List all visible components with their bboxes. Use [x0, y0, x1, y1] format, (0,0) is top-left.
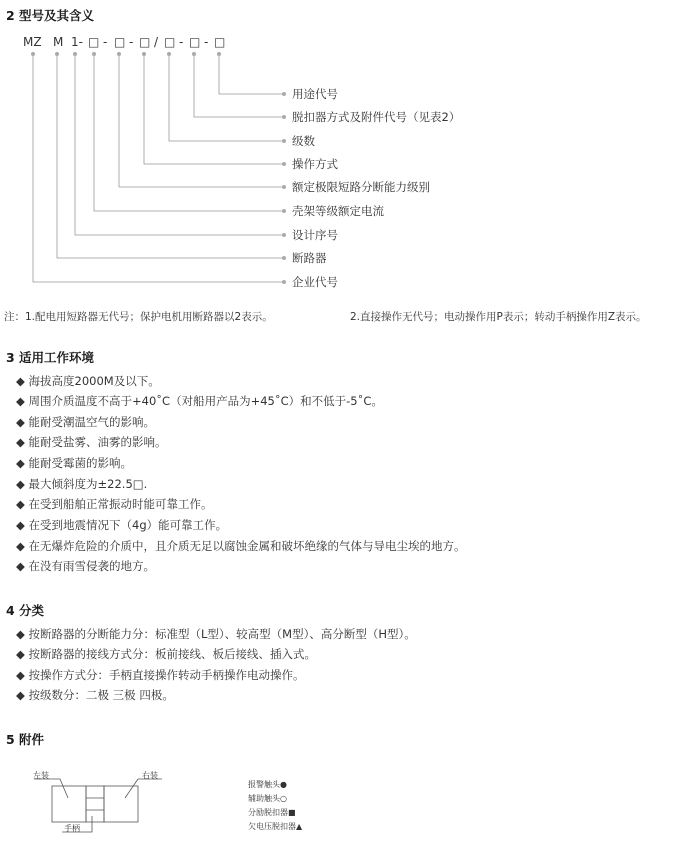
bullet-diamond-icon: ◆ — [16, 374, 25, 388]
bullet-diamond-icon: ◆ — [16, 477, 25, 491]
legend-auxiliary-contact: 辅助触头○ — [248, 794, 287, 803]
code-box-1: □ — [88, 35, 100, 49]
bullet-diamond-icon: ◆ — [16, 456, 25, 470]
section-3-heading: 3 适用工作环境 — [6, 350, 95, 365]
bullet-diamond-icon: ◆ — [16, 539, 25, 553]
label-operation-mode: 操作方式 — [292, 157, 338, 171]
label-poles: 级数 — [292, 134, 315, 148]
bullet-diamond-icon: ◆ — [16, 647, 25, 661]
label-breaking-capacity: 额定极限短路分断能力级别 — [292, 180, 430, 194]
bullet-diamond-icon: ◆ — [16, 518, 25, 532]
right-mount-label: 右装 — [142, 771, 158, 780]
legend-shunt-release: 分励脱扣器■ — [248, 808, 296, 817]
code-1: 1- — [71, 35, 83, 49]
left-mount-label: 左装 — [33, 771, 49, 780]
handle-label: 手柄 — [64, 824, 80, 833]
label-frame-current: 壳架等级额定电流 — [292, 204, 384, 218]
label-release-accessory-code: 脱扣器方式及附件代号（见表2） — [292, 110, 461, 124]
code-box-3: □ — [139, 35, 151, 49]
label-company-code: 企业代号 — [292, 275, 338, 289]
bullet-diamond-icon: ◆ — [16, 627, 25, 641]
label-usage-code: 用途代号 — [292, 87, 338, 101]
env-item: ◆ 能耐受潮温空气的影响。 — [16, 415, 156, 429]
env-item: ◆ 在没有雨雪侵袭的地方。 — [16, 559, 156, 573]
filled-triangle-icon: ▲ — [296, 822, 303, 831]
filled-square-icon: ■ — [288, 808, 296, 817]
class-item: ◆ 按操作方式分：手柄直接操作转动手柄操作电动操作。 — [16, 668, 305, 682]
code-slash: / — [154, 35, 159, 49]
class-item: ◆ 按断路器的分断能力分：标准型（L型）、较高型（M型）、高分断型（H型）。 — [16, 627, 416, 641]
section-2-heading: 2 型号及其含义 — [6, 8, 95, 23]
legend-alarm-contact: 报警触头● — [248, 780, 287, 789]
env-item: ◆ 在受到地震情况下（4g）能可靠工作。 — [16, 518, 228, 532]
bullet-diamond-icon: ◆ — [16, 559, 25, 573]
code-box-5: □ — [189, 35, 201, 49]
class-item: ◆ 按级数分：二极 三极 四极。 — [16, 688, 174, 702]
label-design-number: 设计序号 — [292, 228, 338, 242]
section-5-heading: 5 附件 — [6, 732, 45, 747]
env-item: ◆ 最大倾斜度为±22.5□. — [16, 477, 148, 491]
bullet-diamond-icon: ◆ — [16, 394, 25, 408]
model-code-connector-lines — [0, 0, 700, 300]
filled-circle-icon: ● — [280, 780, 287, 789]
env-item: ◆ 在无爆炸危险的介质中，且介质无足以腐蚀金属和破坏绝缘的气体与导电尘埃的地方。 — [16, 539, 466, 553]
code-dash-3: - — [179, 35, 184, 49]
bullet-diamond-icon: ◆ — [16, 415, 25, 429]
bullet-diamond-icon: ◆ — [16, 497, 25, 511]
bullet-diamond-icon: ◆ — [16, 688, 25, 702]
code-dash-1: - — [103, 35, 108, 49]
code-box-6: □ — [214, 35, 226, 49]
code-dash-4: - — [204, 35, 209, 49]
env-item: ◆ 在受到船舶正常振动时能可靠工作。 — [16, 497, 213, 511]
env-item: ◆ 海拔高度2000M及以下。 — [16, 374, 160, 388]
code-dash-2: - — [129, 35, 134, 49]
note-left: 注：1.配电用短路器无代号；保护电机用断路器以2表示。 — [4, 311, 273, 323]
env-item: ◆ 能耐受霉菌的影响。 — [16, 456, 133, 470]
env-item: ◆ 周围介质温度不高于+40˚C（对船用产品为+45˚C）和不低于-5˚C。 — [16, 394, 383, 408]
bullet-diamond-icon: ◆ — [16, 668, 25, 682]
code-m: M — [53, 35, 64, 49]
code-box-2: □ — [114, 35, 126, 49]
code-box-4: □ — [164, 35, 176, 49]
section-4-heading: 4 分类 — [6, 603, 45, 618]
hollow-circle-icon: ○ — [280, 794, 287, 803]
note-right: 2.直接操作无代号；电动操作用P表示；转动手柄操作用Z表示。 — [350, 311, 647, 323]
class-item: ◆ 按断路器的接线方式分：板前接线、板后接线、插入式。 — [16, 647, 317, 661]
legend-undervoltage-release: 欠电压脱扣器▲ — [248, 822, 303, 831]
bullet-diamond-icon: ◆ — [16, 435, 25, 449]
label-breaker: 断路器 — [292, 251, 327, 265]
env-item: ◆ 能耐受盐雾、油雾的影响。 — [16, 435, 167, 449]
code-mz: MZ — [23, 35, 42, 49]
